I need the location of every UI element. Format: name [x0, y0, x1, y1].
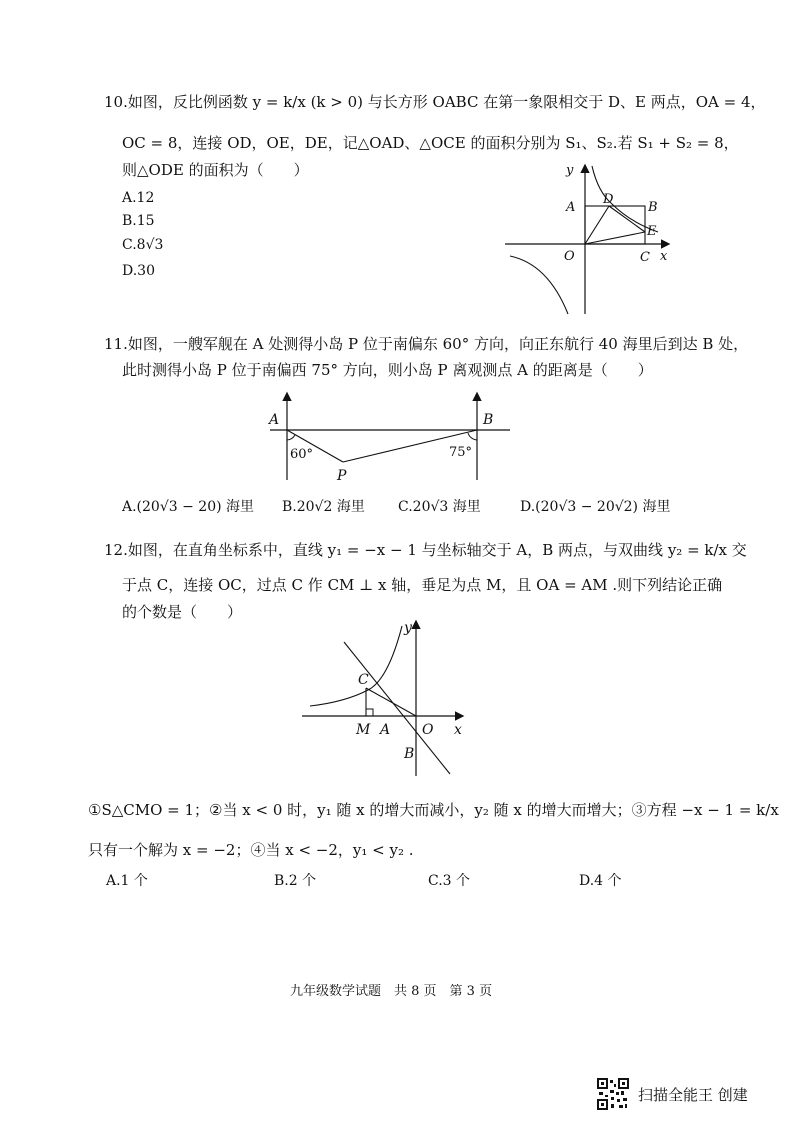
q10-segment-od — [585, 206, 609, 244]
q11-option-b: B.20√2 海里 — [282, 499, 365, 515]
q12-line-1: 12.如图，在直角坐标系中，直线 y₁ = −x − 1 与坐标轴交于 A，B 两点，与双曲线 y₂ = k/x 交 — [104, 541, 747, 559]
q12-label-o: O — [422, 722, 434, 738]
qr-code-icon — [597, 1078, 629, 1110]
q10-label-d: D — [603, 192, 614, 207]
q12-statement-2: 只有一个解为 x = −2；④当 x < −2，y₁ < y₂ . — [88, 841, 414, 859]
q12-label-a: A — [380, 722, 391, 738]
q10-line-2: OC = 8，连接 OD，OE，DE，记△OAD、△OCE 的面积分别为 S₁、S₂.若 S₁ + S₂ = 8， — [122, 134, 739, 152]
q12-right-angle-mark — [366, 709, 373, 716]
q10-hyperbola-q3 — [510, 256, 568, 314]
q12-line-3: 的个数是（ ） — [122, 603, 243, 621]
q11-option-a: A.(20√3 − 20) 海里 — [122, 499, 255, 515]
q12-label-y: y — [404, 620, 412, 636]
q12-label-m: M — [356, 722, 371, 738]
q12-option-b: B.2 个 — [274, 873, 317, 889]
q11-label-b: B — [483, 412, 494, 428]
q10-line-1: 10.如图，反比例函数 y = k/x (k > 0) 与长方形 OABC 在第一象限相交于 D、E 两点，OA = 4， — [104, 93, 766, 111]
q12-label-b: B — [404, 746, 415, 762]
q10-option-b: B.15 — [122, 213, 155, 229]
q10-label-o: O — [564, 249, 575, 264]
q12-label-x: x — [454, 722, 462, 738]
q10-label-e: E — [647, 224, 657, 239]
q12-statement-1: ①S△CMO = 1；②当 x < 0 时，y₁ 随 x 的增大而减小，y₂ 随 x 的增大而增大；③方程 −x − 1 = k/x — [88, 801, 779, 819]
q11-line-2: 此时测得小岛 P 位于南偏西 75° 方向，则小岛 P 离观测点 A 的距离是（ ） — [122, 361, 653, 379]
q12-option-a: A.1 个 — [106, 873, 148, 889]
q11-line-1: 11.如图，一艘军舰在 A 处测得小岛 P 位于南偏东 60° 方向，向正东航行 40 海里后到达 B 处， — [104, 335, 749, 353]
q10-segment-de — [609, 206, 645, 232]
q12-hyperbola — [310, 626, 402, 706]
q10-label-c: C — [640, 250, 650, 265]
q11-angle-a: 60° — [290, 447, 314, 462]
q10-label-a: A — [566, 200, 576, 215]
q12-line-y1 — [344, 642, 450, 774]
q11-angle-arc-a — [287, 435, 295, 440]
q12-figure — [300, 618, 475, 778]
q11-figure — [265, 390, 515, 485]
q10-label-b: B — [648, 200, 658, 215]
q10-option-d: D.30 — [122, 263, 155, 279]
q12-option-d: D.4 个 — [579, 873, 622, 889]
q10-segment-oe — [585, 232, 645, 244]
q10-hyperbola-q1 — [592, 166, 658, 232]
q11-angle-b: 75° — [449, 445, 473, 460]
q12-option-c: C.3 个 — [428, 873, 471, 889]
q12-label-c: C — [358, 672, 369, 688]
q10-figure — [500, 160, 680, 315]
q11-option-d: D.(20√3 − 20√2) 海里 — [520, 499, 671, 515]
q10-option-a: A.12 — [122, 190, 155, 206]
q10-label-y: y — [566, 163, 574, 178]
q11-angle-arc-b — [468, 433, 477, 440]
scanner-watermark: 扫描全能王 创建 — [638, 1086, 748, 1104]
q10-line-3: 则△ODE 的面积为（ ） — [122, 161, 309, 179]
q11-option-c: C.20√3 海里 — [398, 499, 481, 515]
page-footer: 九年级数学试题 共 8 页 第 3 页 — [290, 984, 493, 999]
q11-label-a: A — [269, 412, 280, 428]
q10-option-c: C.8√3 — [122, 237, 164, 253]
q12-line-2: 于点 C，连接 OC，过点 C 作 CM ⊥ x 轴，垂足为点 M，且 OA = AM .则下列结论正确 — [122, 576, 723, 594]
q11-label-p: P — [337, 468, 347, 484]
q10-label-x: x — [660, 249, 668, 264]
